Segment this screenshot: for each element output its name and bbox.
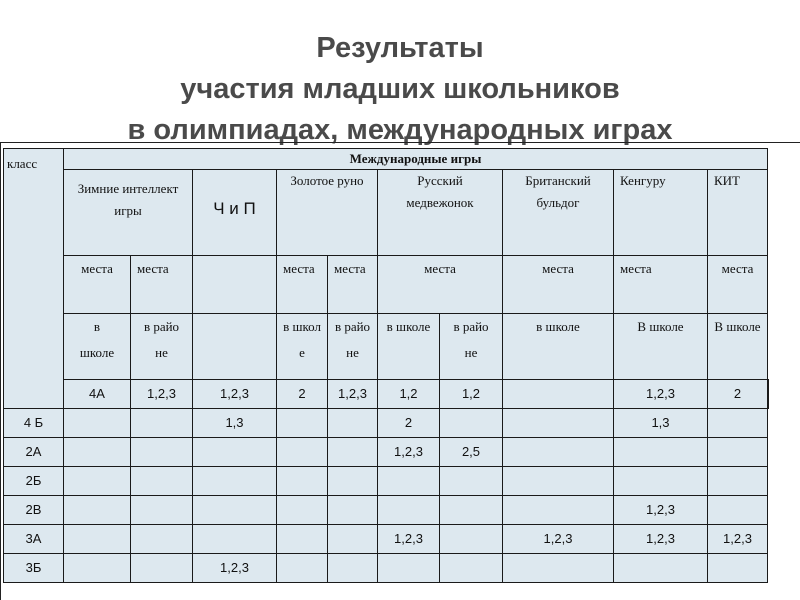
result-cell [193,525,277,554]
result-cell [503,380,614,409]
table-row [4,467,769,496]
sheet-top-border [0,142,800,143]
result-cell [503,467,614,496]
result-cell: 1,3 [614,409,708,438]
level-label: в районе [131,314,193,380]
game-chip-header: Ч и П [193,170,277,256]
game-kenguru-header: Кенгуру [614,170,708,256]
places-label: места [503,256,614,314]
result-cell [708,554,768,583]
game-zimnie-header: Зимние интеллект игры [64,170,193,256]
result-cell: 2 [378,409,440,438]
result-cell [64,438,131,467]
result-cell [277,525,328,554]
level-label: В школе [708,314,768,380]
table-row [4,409,769,438]
result-cell [708,467,768,496]
result-cell [328,496,378,525]
places-label: места [378,256,503,314]
row-class-label: 2Б [4,467,64,496]
result-cell: 1,2,3 [708,525,768,554]
result-cell [131,438,193,467]
result-cell [131,525,193,554]
result-cell: 1,2,3 [378,525,440,554]
row-class-label: 4 Б [4,409,64,438]
class-column-header: класс [4,149,64,409]
result-cell [64,525,131,554]
places-label: места [328,256,378,314]
result-cell: 1,2,3 [614,380,708,409]
result-cell [768,380,769,409]
result-cell [193,496,277,525]
row-class-label: 2А [4,438,64,467]
level-label: в школе [378,314,440,380]
table-row [4,438,769,467]
result-cell [708,496,768,525]
result-cell [328,467,378,496]
row-class-label: 3Б [4,554,64,583]
places-label: места [131,256,193,314]
result-cell [277,496,328,525]
result-cell [440,496,503,525]
result-cell: 2 [708,380,768,409]
result-cell [64,554,131,583]
title-line-3: в олимпиадах, международных играх [127,114,673,146]
result-cell: 1,2,3 [193,380,277,409]
table-row [4,380,769,409]
game-british-header: Британский бульдог [503,170,614,256]
result-cell [277,409,328,438]
result-cell [64,467,131,496]
places-label: места [277,256,328,314]
results-table [3,148,769,583]
places-label: места [614,256,708,314]
result-cell [708,409,768,438]
result-cell: 1,2,3 [614,525,708,554]
result-cell [440,554,503,583]
level-label: в школе [277,314,328,380]
result-cell [64,496,131,525]
result-cell: 1,2 [440,380,503,409]
game-russkiy-header: Русский медвежонок [378,170,503,256]
result-cell [64,409,131,438]
result-cell [193,438,277,467]
result-cell: 1,2,3 [193,554,277,583]
result-cell: 1,2,3 [503,525,614,554]
result-cell [440,525,503,554]
page-title [0,28,800,151]
result-cell [614,554,708,583]
result-cell: 1,3 [193,409,277,438]
result-cell [614,467,708,496]
places-label: места [708,256,768,314]
result-cell [193,467,277,496]
result-cell [614,438,708,467]
level-label: в районе [328,314,378,380]
result-cell [277,554,328,583]
result-cell [378,467,440,496]
international-games-header: Международные игры [64,149,768,170]
result-cell: 1,2,3 [328,380,378,409]
result-cell [440,467,503,496]
result-cell [503,554,614,583]
result-cell [378,496,440,525]
result-cell [277,438,328,467]
result-cell: 1,2 [378,380,440,409]
level-label: В школе [614,314,708,380]
result-cell [708,438,768,467]
result-cell [378,554,440,583]
empty-header-cell [193,314,277,380]
result-cell [131,467,193,496]
table-row [4,525,769,554]
row-class-label: 2В [4,496,64,525]
result-cell: 1,2,3 [131,380,193,409]
result-cell [131,409,193,438]
result-cell [503,438,614,467]
game-zolotoe-header: Золотое руно [277,170,378,256]
result-cell [503,409,614,438]
table-row [4,496,769,525]
result-cell [328,438,378,467]
level-label: в районе [440,314,503,380]
level-label: в школе [64,314,131,380]
empty-header-cell [193,256,277,314]
result-cell: 2,5 [440,438,503,467]
game-kit-header: КИТ [708,170,768,256]
sheet-left-border [0,142,1,600]
result-cell [131,496,193,525]
result-cell [328,554,378,583]
table-row [4,554,769,583]
result-cell [503,496,614,525]
result-cell: 2 [277,380,328,409]
places-label: места [64,256,131,314]
row-class-label: 4А [64,380,131,409]
row-class-label: 3А [4,525,64,554]
result-cell [328,409,378,438]
result-cell [277,467,328,496]
result-cell [328,525,378,554]
level-label: в школе [503,314,614,380]
result-cell: 1,2,3 [614,496,708,525]
result-cell [440,409,503,438]
title-line-2: участия младших школьников [180,73,620,105]
result-cell [131,554,193,583]
result-cell: 1,2,3 [378,438,440,467]
title-line-1: Результаты [316,32,484,64]
